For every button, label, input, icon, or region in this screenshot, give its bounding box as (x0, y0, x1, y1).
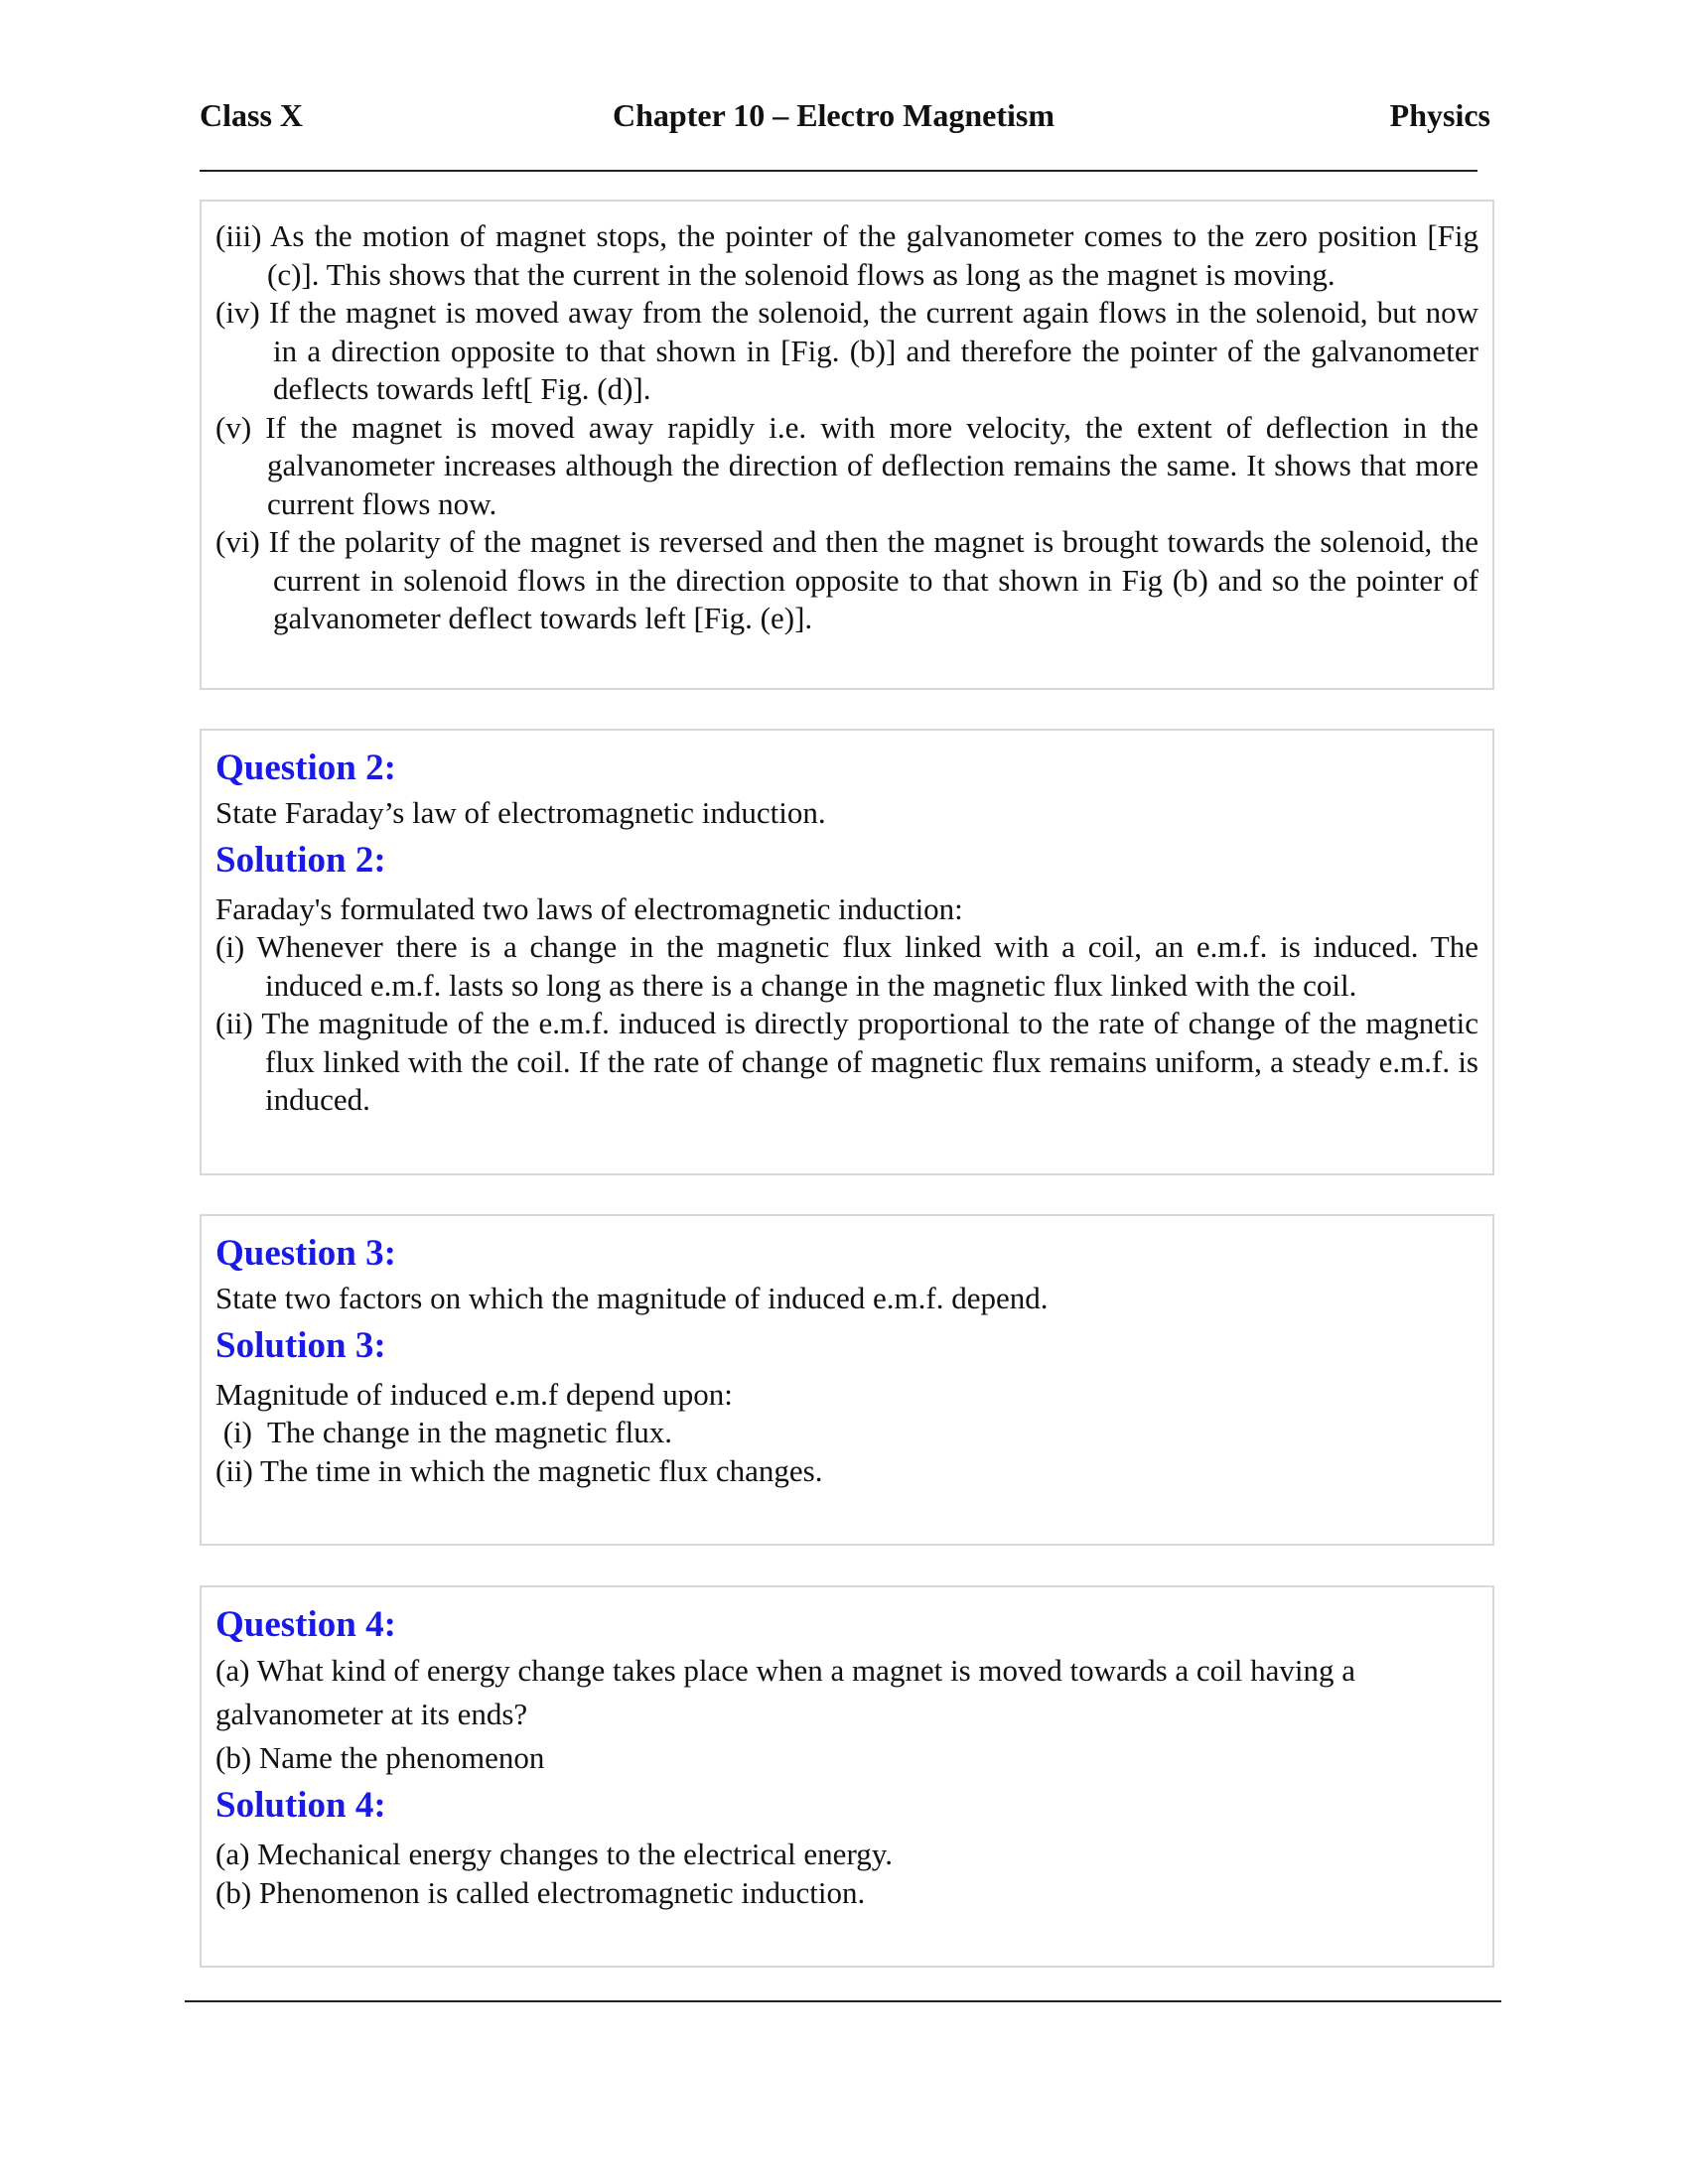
list-item: (b) Phenomenon is called electromagnetic induction. (215, 1874, 866, 1910)
list-item: (iii) As the motion of magnet stops, the pointer of the galvanometer comes to the zero position [Fig (c)]. This shows that the current in the solenoid flows as long as the magnet is moving. (215, 218, 1478, 292)
continuation-box (200, 200, 1494, 690)
header-class: Class X (200, 97, 304, 133)
list-item: (ii) The magnitude of the e.m.f. induced is directly proportional to the rate of change of the magnetic flux linked with the coil. If the rate of change of magnetic flux remains uniform, a steady e.m.f. is induced. (215, 1006, 1478, 1117)
question-text: State two factors on which the magnitude of induced e.m.f. depend. (215, 1281, 1049, 1315)
list-item: (v) If the magnet is moved away rapidly i.e. with more velocity, the extent of deflection in the galvanometer increases although the direction of deflection remains the same. It shows that more current flows now. (215, 409, 1478, 521)
footer-divider (185, 2000, 1501, 2002)
question-heading: Question 4: (215, 1604, 396, 1645)
list-item: (vi) If the polarity of the magnet is reversed and then the magnet is brought towards the solenoid, the current in solenoid flows in the direction opposite to that shown in Fig (b) and so the pointer of galvanometer deflect towards left [Fig. (e)]. (215, 524, 1478, 635)
solution-heading: Solution 3: (215, 1324, 386, 1366)
list-item: (ii) The time in which the magnetic flux changes. (215, 1452, 823, 1488)
question-text-a: (a) What kind of energy change takes place when a magnet is moved towards a coil having a galvanometer at its ends? (215, 1653, 1356, 1731)
question-3-box (200, 1214, 1494, 1546)
question-heading: Question 3: (215, 1233, 396, 1274)
header-divider (200, 170, 1477, 172)
question-4-box (200, 1585, 1494, 1968)
question-heading: Question 2: (215, 748, 396, 788)
header-subject: Physics (1389, 97, 1490, 133)
header-chapter: Chapter 10 – Electro Magnetism (613, 97, 1055, 133)
solution-intro: Magnitude of induced e.m.f depend upon: (215, 1376, 733, 1412)
solution-heading: Solution 2: (215, 839, 386, 881)
solution-intro: Faraday's formulated two laws of electromagnetic induction: (215, 890, 963, 926)
list-item: (iv) If the magnet is moved away from the solenoid, the current again flows in the solenoid, but now in a direction opposite to that shown in [Fig. (b)] and therefore the pointer of the galvanometer deflects towards left[ Fig. (d)]. (215, 295, 1478, 406)
question-2-box (200, 729, 1494, 1175)
page-header (200, 97, 1490, 147)
question-text-b: (b) Name the phenomenon (215, 1740, 545, 1775)
list-item: (i) Whenever there is a change in the magnetic flux linked with a coil, an e.m.f. is induced. The induced e.m.f. lasts so long as there is a change in the magnetic flux linked with the coil. (215, 929, 1478, 1003)
question-text: State Faraday’s law of electromagnetic induction. (215, 795, 826, 830)
list-item: (a) Mechanical energy changes to the electrical energy. (215, 1837, 893, 1871)
solution-heading: Solution 4: (215, 1785, 386, 1826)
list-item: (i) The change in the magnetic flux. (215, 1415, 672, 1449)
